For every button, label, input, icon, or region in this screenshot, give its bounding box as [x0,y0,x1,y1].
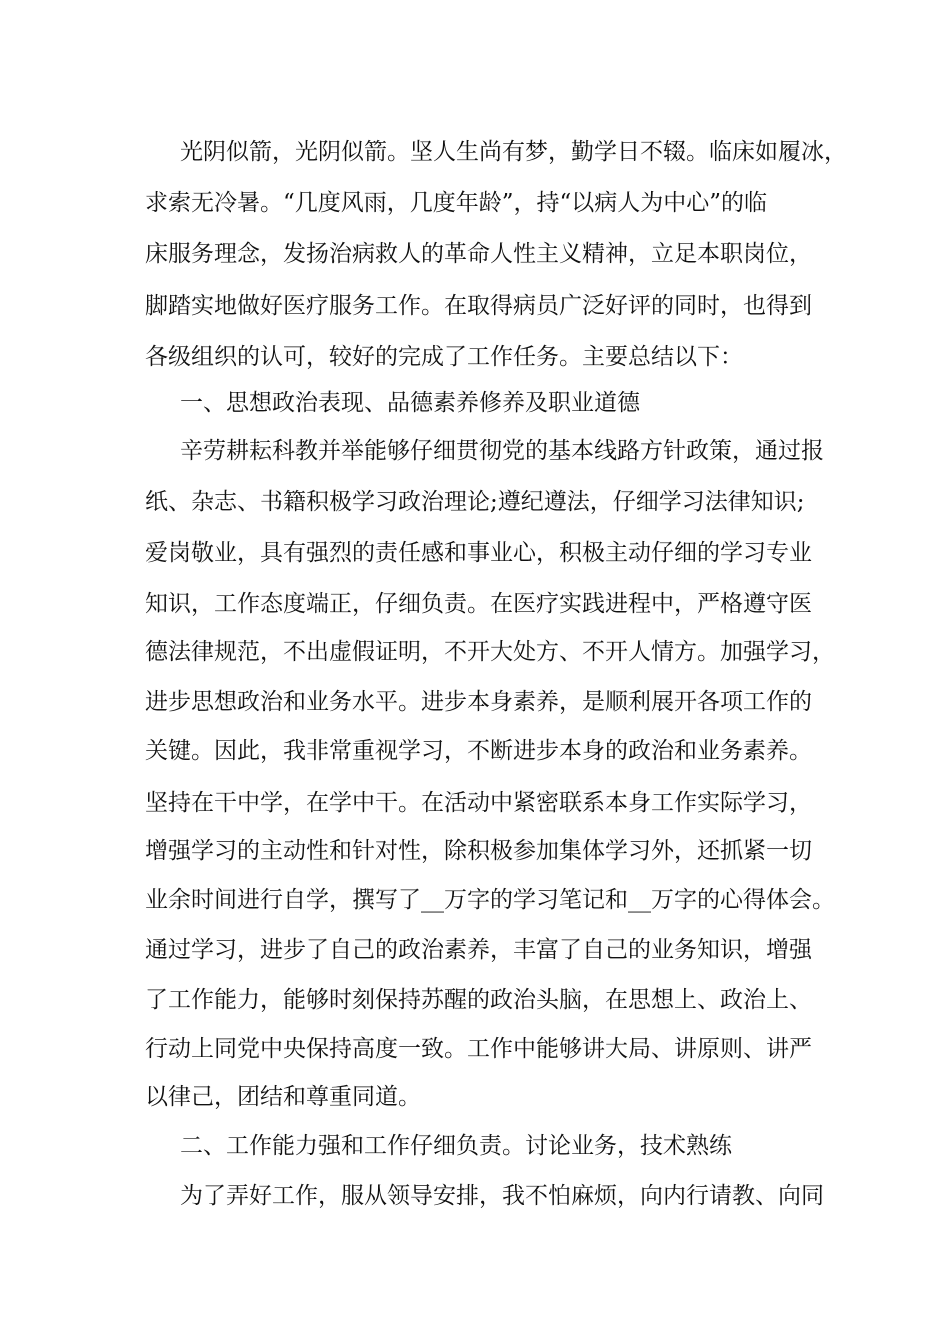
paragraph-line: 以律己，团结和尊重同道。 [145,1084,421,1110]
paragraph-line: 爱岗敬业，具有强烈的责任感和事业心，积极主动仔细的学习专业 [145,540,812,566]
paragraph-line: 坚持在干中学，在学中干。在活动中紧密联系本身工作实际学习， [145,790,812,816]
paragraph-line: 求索无冷暑。“几度风雨，几度年龄”，持“以病人为中心”的临 [145,190,768,216]
paragraph-line: 辛劳耕耘科教并举能够仔细贯彻党的基本线路方针政策，通过报 [180,438,824,464]
section-heading: 二、工作能力强和工作仔细负责。讨论业务，技术熟练 [180,1133,732,1159]
paragraph-line: 行动上同党中央保持高度一致。工作中能够讲大局、讲原则、讲严 [145,1036,812,1062]
paragraph-line: 通过学习，进步了自己的政治素养，丰富了自己的业务知识，增强 [145,937,812,963]
paragraph-line: 业余时间进行自学，撰写了__万字的学习笔记和__万字的心得体会。 [145,887,835,913]
paragraph-line: 各级组织的认可，较好的完成了工作任务。主要总结以下： [145,344,743,370]
paragraph-line: 进步思想政治和业务水平。进步本身素养，是顺利展开各项工作的 [145,689,812,715]
paragraph-line: 床服务理念，发扬治病救人的革命人性主义精神，立足本职岗位， [145,241,812,267]
paragraph-line: 德法律规范，不出虚假证明，不开大处方、不开人情方。加强学习， [145,639,835,665]
paragraph-line: 光阴似箭，光阴似箭。坚人生尚有梦，勤学日不辍。临床如履冰， [180,139,847,165]
paragraph-line: 脚踏实地做好医疗服务工作。在取得病员广泛好评的同时，也得到 [145,293,812,319]
paragraph-line: 为了弄好工作，服从领导安排，我不怕麻烦，向内行请教、向同 [180,1183,824,1209]
paragraph-line: 关键。因此，我非常重视学习，不断进步本身的政治和业务素养。 [145,738,812,764]
paragraph-line: 增强学习的主动性和针对性，除积极参加集体学习外，还抓紧一切 [145,838,812,864]
paragraph-line: 纸、杂志、书籍积极学习政治理论;遵纪遵法，仔细学习法律知识; [145,489,805,515]
paragraph-line: 了工作能力，能够时刻保持苏醒的政治头脑，在思想上、政治上、 [145,987,812,1013]
section-heading: 一、思想政治表现、品德素养修养及职业道德 [180,390,640,416]
paragraph-line: 知识，工作态度端正，仔细负责。在医疗实践进程中，严格遵守医 [145,591,812,617]
